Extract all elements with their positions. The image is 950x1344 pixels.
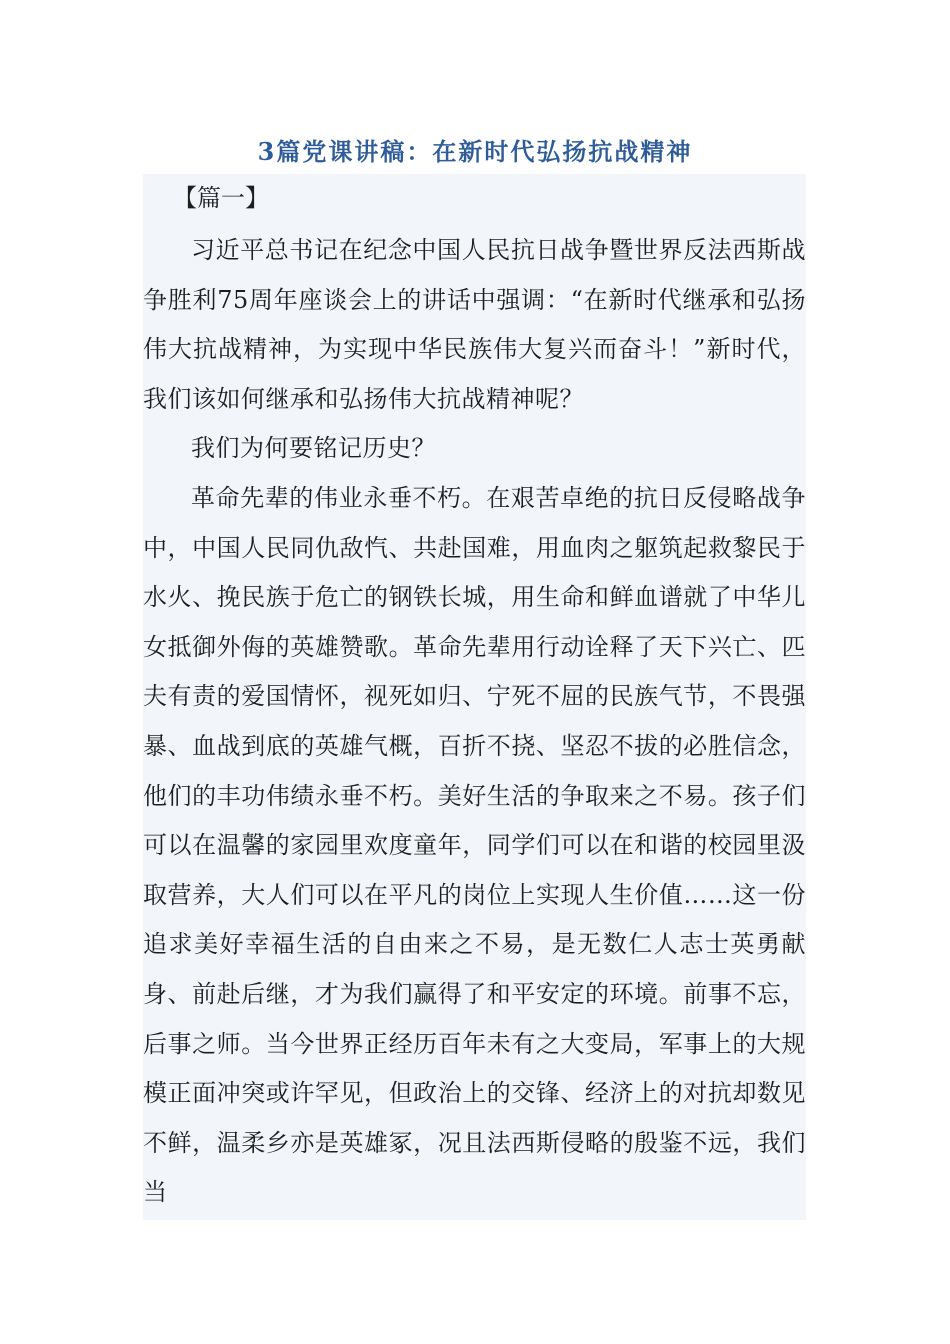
- document-body: [143, 174, 806, 1220]
- document-title: 3篇党课讲稿：在新时代弘扬抗战精神: [257, 137, 693, 166]
- paragraph-intro: 习近平总书记在纪念中国人民抗日战争暨世界反法西斯战争胜利75周年座谈会上的讲话中强调：“在新时代继承和弘扬伟大抗战精神，为实现中华民族伟大复兴而奋斗！”新时代，我们该如何继承和弘扬伟大抗战精神呢？: [143, 236, 806, 413]
- paragraph-question: 我们为何要铭记历史？: [191, 434, 436, 463]
- section-label: 【篇一】: [173, 184, 269, 212]
- paragraph-main: 革命先辈的伟业永垂不朽。在艰苦卓绝的抗日反侵略战争中，中国人民同仇敌忾、共赴国难，用血肉之躯筑起救黎民于水火、挽民族于危亡的钢铁长城，用生命和鲜血谱就了中华儿女抵御外侮的英雄赞歌。革命先辈用行动诠释了天下兴亡、匹夫有责的爱国情怀，视死如归、宁死不屈的民族气节，不畏强暴、血战到底的英雄气概，百折不挠、坚忍不拔的必胜信念，他们的丰功伟绩永垂不朽。美好生活的争取来之不易。孩子们可以在温馨的家园里欢度童年，同学们可以在和谐的校园里汲取营养，大人们可以在平凡的岗位上实现人生价值……这一份追求美好幸福生活的自由来之不易，是无数仁人志士英勇献身、前赴后继，才为我们赢得了和平安定的环境。前事不忘，后事之师。当今世界正经历百年未有之大变局，军事上的大规模正面冲突或许罕见，但政治上的交锋、经济上的对抗却数见不鲜，温柔乡亦是英雄冢，况且法西斯侵略的殷鉴不远，我们当: [143, 483, 806, 1207]
